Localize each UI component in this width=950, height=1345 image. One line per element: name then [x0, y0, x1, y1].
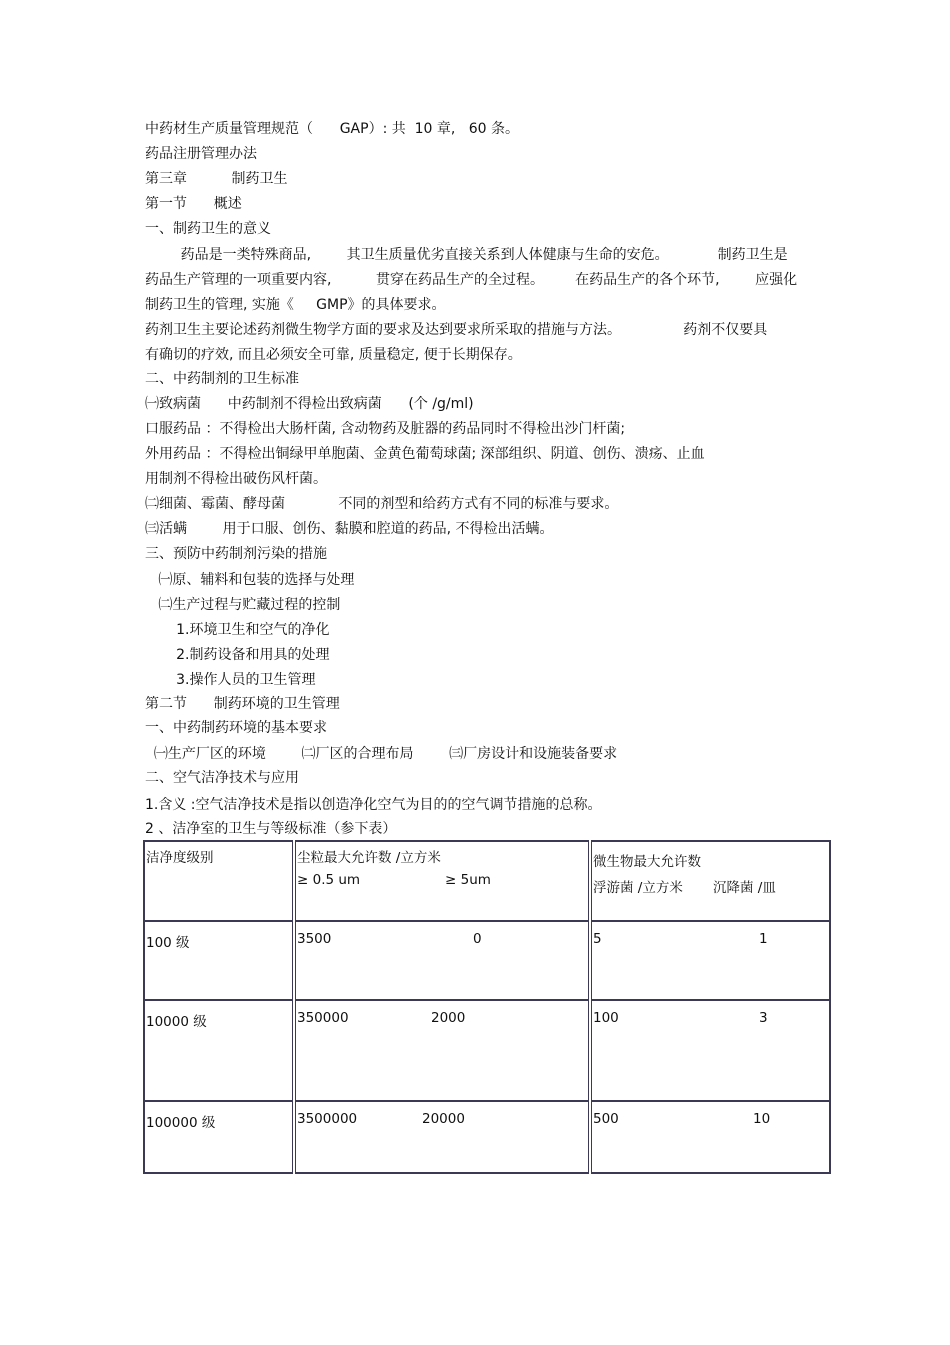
subheading: 三、预防中药制剂污染的措施	[145, 546, 327, 562]
list-item: 1.环境卫生和空气的净化	[145, 622, 330, 638]
header-floating: 浮游菌 /立方米	[593, 880, 683, 896]
cell-grade: 10000 级	[144, 1000, 294, 1101]
text-line: 1.含义 :空气洁净技术是指以创造净化空气为目的的空气调节措施的总称。	[145, 797, 602, 813]
subheading: 二、中药制剂的卫生标准	[145, 371, 299, 387]
list-item: 3.操作人员的卫生管理	[145, 672, 316, 688]
subheading: 一、制药卫生的意义	[145, 221, 271, 237]
text-line: 用制剂不得检出破伤风杆菌。	[145, 471, 327, 487]
header-particles-05: ≥ 0.5 um	[297, 872, 361, 888]
text-line: ㈠致病菌 中药制剂不得检出致病菌 (个 /g/ml)	[145, 396, 474, 412]
list-item: 2.制药设备和用具的处理	[145, 647, 330, 663]
paragraph-line: 药品是一类特殊商品, 其卫生质量优劣直接关系到人体健康与生命的安危。 制药卫生是	[145, 247, 788, 263]
table-header-row	[144, 841, 830, 921]
text-line: 中药材生产质量管理规范（ GAP）: 共 10 章, 60 条。	[145, 121, 519, 137]
paragraph-line: 药剂卫生主要论述药剂微生物学方面的要求及达到要求所采取的措施与方法。 药剂不仅要具	[145, 322, 768, 338]
paragraph-line: 制药卫生的管理, 实施《 GMP》的具体要求。	[145, 297, 446, 313]
header-microbes: 微生物最大允许数 浮游菌 /立方米 沉降菌 /皿	[590, 841, 830, 921]
section-heading: 第二节 制药环境的卫生管理	[145, 696, 340, 712]
header-grade: 洁净度级别	[144, 841, 294, 921]
section-heading: 第一节 概述	[145, 196, 242, 212]
text-line: ㈢活螨 用于口服、创伤、黏膜和腔道的药品, 不得检出活螨。	[145, 521, 554, 537]
cell-microbes: 500 10	[590, 1101, 830, 1173]
list-item: ㈡生产过程与贮藏过程的控制	[145, 597, 341, 613]
table-caption: 2 、洁净室的卫生与等级标准（参下表）	[145, 821, 397, 837]
text-line: 药品注册管理办法	[145, 146, 257, 162]
table-row	[144, 921, 830, 1000]
paragraph-line: 有确切的疗效, 而且必须安全可靠, 质量稳定, 便于长期保存。	[145, 347, 522, 363]
cell-grade: 100000 级	[144, 1101, 294, 1173]
chapter-heading: 第三章 制药卫生	[145, 171, 288, 187]
text-line: 外用药品 ：不得检出铜绿甲单胞菌、金黄色葡萄球菌; 深部组织、阴道、创伤、溃疡、止血	[145, 446, 705, 462]
text-line: 口服药品 ：不得检出大肠杆菌, 含动物药及脏器的药品同时不得检出沙门杆菌;	[145, 421, 626, 437]
table-row	[144, 1000, 830, 1101]
list-item: ㈠原、辅料和包装的选择与处理	[145, 572, 355, 588]
cell-particles: 3500 0	[294, 921, 590, 1000]
header-particles-5: ≥ 5um	[445, 872, 491, 888]
header-settling: 沉降菌 /皿	[713, 880, 776, 896]
header-particles: 尘粒最大允许数 /立方米 ≥ 0.5 um ≥ 5um	[294, 841, 590, 921]
subheading: 一、中药制药环境的基本要求	[145, 720, 327, 736]
table-row	[144, 1101, 830, 1173]
cell-particles: 3500000 20000	[294, 1101, 590, 1173]
cell-grade: 100 级	[144, 921, 294, 1000]
paragraph-line: 药品生产管理的一项重要内容, 贯穿在药品生产的全过程。 在药品生产的各个环节, 应强化	[145, 272, 798, 288]
cleanroom-standard-table	[143, 840, 831, 1174]
cell-microbes: 5 1	[590, 921, 830, 1000]
cell-particles: 350000 2000	[294, 1000, 590, 1101]
text-line: ㈠生产厂区的环境 ㈡厂区的合理布局 ㈢厂房设计和设施装备要求	[145, 746, 618, 762]
text-line: ㈡细菌、霉菌、酵母菌 不同的剂型和给药方式有不同的标准与要求。	[145, 496, 619, 512]
subheading: 二、空气洁净技术与应用	[145, 770, 299, 786]
cell-microbes: 100 3	[590, 1000, 830, 1101]
